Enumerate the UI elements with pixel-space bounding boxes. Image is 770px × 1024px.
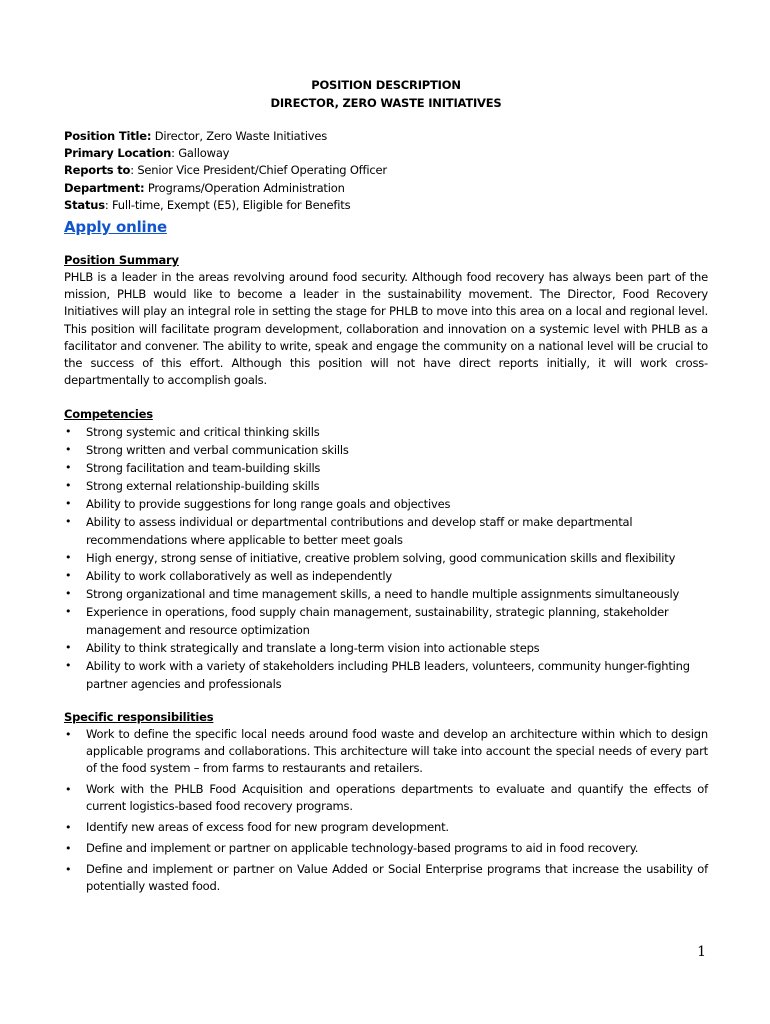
list-item-text: Define and implement or partner on Value Added or Social Enterprise programs that increase the usability of potentially wasted food. bbox=[86, 862, 708, 894]
list-item-text: Experience in operations, food supply chain management, sustainability, strategic planning, stakeholder management and resource optimization bbox=[86, 605, 669, 638]
bullet-icon: • bbox=[65, 587, 72, 601]
bullet-icon: • bbox=[65, 821, 72, 835]
primary-location-label: Primary Location bbox=[64, 146, 172, 161]
list-item bbox=[64, 513, 708, 549]
list-item-text: Strong written and verbal communication skills bbox=[86, 443, 349, 458]
bullet-icon: • bbox=[65, 659, 72, 673]
list-item-text: Ability to think strategically and translate a long-term vision into actionable steps bbox=[86, 641, 540, 656]
list-item-text: Define and implement or partner on applicable technology-based programs to aid in food recovery. bbox=[86, 841, 639, 856]
list-item bbox=[64, 603, 708, 639]
bullet-icon: • bbox=[65, 641, 72, 655]
title-line-1: POSITION DESCRIPTION bbox=[311, 78, 461, 92]
department-row bbox=[64, 180, 708, 197]
position-title-label: Position Title: bbox=[64, 129, 152, 143]
bullet-icon: • bbox=[65, 497, 72, 511]
responsibilities-list bbox=[64, 726, 708, 895]
bullet-icon: • bbox=[65, 783, 72, 797]
list-item bbox=[64, 657, 708, 693]
list-item bbox=[64, 639, 708, 657]
bullet-icon: • bbox=[65, 461, 72, 475]
list-item-text: Strong systemic and critical thinking skills bbox=[86, 425, 320, 440]
bullet-icon: • bbox=[65, 605, 72, 619]
position-title-row bbox=[64, 128, 708, 145]
list-item bbox=[64, 861, 708, 895]
position-info bbox=[64, 128, 708, 214]
list-item-text: High energy, strong sense of initiative, creative problem solving, good communication skills and flexibility bbox=[86, 551, 676, 566]
list-item-text: Strong facilitation and team-building skills bbox=[86, 461, 321, 476]
list-item bbox=[64, 441, 708, 459]
position-summary-heading: Position Summary bbox=[64, 252, 179, 267]
list-item bbox=[64, 477, 708, 495]
primary-location-row bbox=[64, 145, 708, 162]
responsibilities-heading: Specific responsibilities bbox=[64, 710, 214, 725]
document-body bbox=[64, 76, 708, 899]
list-item-text: Ability to work with a variety of stakeholders including PHLB leaders, volunteers, community hunger-fighting partner agencies and professionals bbox=[86, 659, 690, 692]
list-item-text: Ability to assess individual or departmental contributions and develop staff or make departmental recommendations where applicable to better meet goals bbox=[86, 515, 633, 548]
apply-online-link[interactable]: Apply online bbox=[64, 217, 167, 236]
reports-to-label: Reports to bbox=[64, 163, 131, 178]
list-item bbox=[64, 549, 708, 567]
competencies-heading: Competencies bbox=[64, 407, 153, 422]
bullet-icon: • bbox=[65, 443, 72, 457]
primary-location-value: : Galloway bbox=[171, 146, 230, 161]
reports-to-value: : Senior Vice President/Chief Operating Officer bbox=[130, 163, 387, 178]
status-label: Status bbox=[64, 197, 105, 212]
status-row bbox=[64, 197, 708, 214]
list-item bbox=[64, 781, 708, 815]
status-value: : Full-time, Exempt (E5), Eligible for Benefits bbox=[104, 197, 351, 212]
department-value: Programs/Operation Administration bbox=[144, 180, 345, 195]
list-item-text: Strong organizational and time management skills, a need to handle multiple assignments simultaneously bbox=[86, 587, 680, 602]
list-item bbox=[64, 726, 708, 777]
bullet-icon: • bbox=[65, 569, 72, 583]
list-item-text: Strong external relationship-building skills bbox=[86, 479, 320, 494]
list-item bbox=[64, 840, 708, 857]
bullet-icon: • bbox=[65, 842, 72, 856]
list-item-text: Ability to provide suggestions for long range goals and objectives bbox=[86, 497, 451, 512]
page-number: 1 bbox=[697, 944, 706, 960]
bullet-icon: • bbox=[65, 425, 72, 439]
department-label: Department: bbox=[64, 180, 145, 195]
list-item bbox=[64, 567, 708, 585]
list-item-text: Work with the PHLB Food Acquisition and operations departments to evaluate and quantify the effects of current logistics-based food recovery programs. bbox=[86, 782, 708, 814]
position-summary-text: PHLB is a leader in the areas revolving around food security. Although food recovery has always been part of the mission, PHLB would like to become a leader in the sustainability movement. The Director, Food Recovery Initiatives will play an integral role in setting the stage for PHLB to move into this area on a local and regional level. This position will facilitate program development, collaboration and innovation on a systemic level with PHLB as a facilitator and convener. The ability to write, speak and engage the community on a national level will be crucial to the success of this effort. Although this position will not have direct reports initially, it will work cross-departmentally to accomplish goals. bbox=[64, 269, 708, 388]
bullet-icon: • bbox=[65, 479, 72, 493]
list-item-text: Work to define the specific local needs around food waste and develop an architecture within which to design applicable programs and collaborations. This architecture will take into account the special needs of every part of the food system – from farms to restaurants and retailers. bbox=[86, 727, 708, 776]
bullet-icon: • bbox=[65, 551, 72, 565]
position-title-value: Director, Zero Waste Initiatives bbox=[151, 129, 328, 143]
list-item bbox=[64, 423, 708, 441]
title-line-2: DIRECTOR, ZERO WASTE INITIATIVES bbox=[270, 96, 502, 110]
list-item bbox=[64, 495, 708, 513]
document-title bbox=[64, 76, 708, 112]
list-item bbox=[64, 459, 708, 477]
bullet-icon: • bbox=[65, 515, 72, 529]
list-item-text: Ability to work collaboratively as well as independently bbox=[86, 569, 392, 584]
competencies-list bbox=[64, 423, 708, 693]
bullet-icon: • bbox=[65, 863, 72, 877]
list-item bbox=[64, 585, 708, 603]
list-item-text: Identify new areas of excess food for new program development. bbox=[86, 820, 449, 835]
bullet-icon: • bbox=[65, 728, 72, 742]
list-item bbox=[64, 819, 708, 836]
reports-to-row bbox=[64, 162, 708, 179]
